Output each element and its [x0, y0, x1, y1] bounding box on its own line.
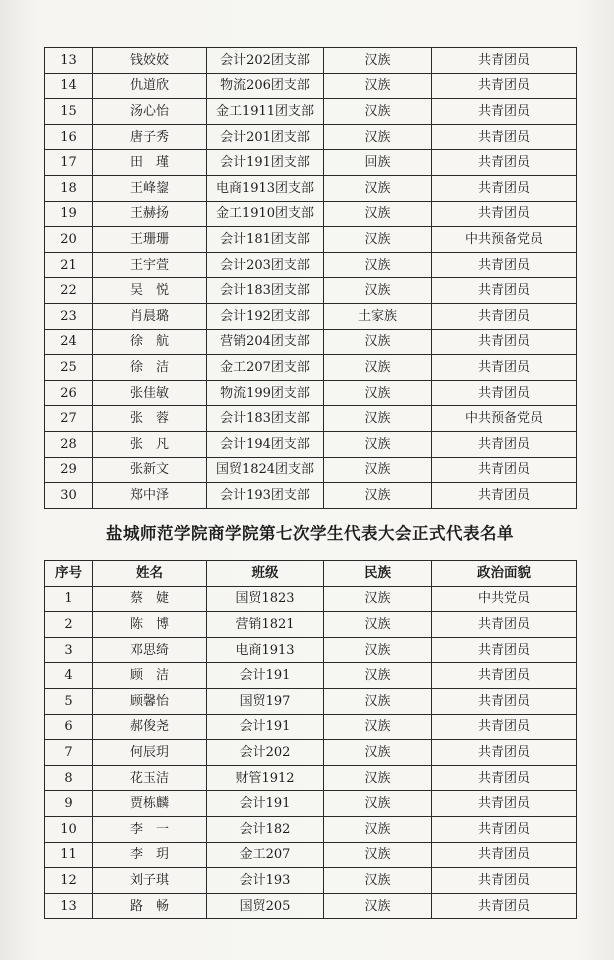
table-row [45, 714, 577, 740]
table-body [45, 586, 577, 919]
cell-index: 3 [45, 637, 93, 663]
cell-political-status: 共青团员 [432, 663, 577, 689]
table-row [45, 740, 577, 766]
cell-political-status: 共青团员 [432, 380, 577, 406]
cell-class: 国贸1824团支部 [207, 457, 324, 483]
table-row [45, 150, 577, 176]
cell-index: 21 [45, 252, 93, 278]
cell-political-status: 共青团员 [432, 150, 577, 176]
cell-name: 仇道欣 [93, 73, 207, 99]
cell-index: 18 [45, 175, 93, 201]
cell-index: 20 [45, 227, 93, 253]
cell-ethnicity: 汉族 [324, 406, 432, 432]
cell-political-status: 共青团员 [432, 637, 577, 663]
table-row [45, 406, 577, 432]
cell-ethnicity: 汉族 [324, 124, 432, 150]
cell-class: 国贸205 [207, 893, 324, 919]
cell-name: 李 玥 [93, 842, 207, 868]
cell-class: 金工1911团支部 [207, 99, 324, 125]
cell-political-status: 共青团员 [432, 201, 577, 227]
cell-index: 1 [45, 586, 93, 612]
cell-name: 吴 悦 [93, 278, 207, 304]
table-header [45, 561, 577, 587]
cell-political-status: 共青团员 [432, 73, 577, 99]
cell-name: 蔡 婕 [93, 586, 207, 612]
cell-ethnicity: 汉族 [324, 380, 432, 406]
cell-ethnicity: 汉族 [324, 201, 432, 227]
cell-index: 9 [45, 791, 93, 817]
cell-ethnicity: 汉族 [324, 73, 432, 99]
cell-class: 会计193 [207, 868, 324, 894]
cell-political-status: 共青团员 [432, 252, 577, 278]
cell-class: 会计193团支部 [207, 483, 324, 509]
cell-index: 15 [45, 99, 93, 125]
cell-name: 贾栋麟 [93, 791, 207, 817]
cell-class: 会计181团支部 [207, 227, 324, 253]
cell-index: 2 [45, 612, 93, 638]
table-row [45, 278, 577, 304]
cell-ethnicity: 回族 [324, 150, 432, 176]
cell-index: 8 [45, 765, 93, 791]
table-row [45, 329, 577, 355]
cell-ethnicity: 汉族 [324, 816, 432, 842]
cell-class: 会计191团支部 [207, 150, 324, 176]
cell-ethnicity: 汉族 [324, 227, 432, 253]
cell-ethnicity: 汉族 [324, 48, 432, 74]
cell-political-status: 共青团员 [432, 868, 577, 894]
cell-index: 24 [45, 329, 93, 355]
cell-name: 路 畅 [93, 893, 207, 919]
cell-index: 25 [45, 355, 93, 381]
cell-political-status: 共青团员 [432, 714, 577, 740]
cell-ethnicity: 汉族 [324, 791, 432, 817]
cell-political-status: 共青团员 [432, 355, 577, 381]
cell-political-status: 共青团员 [432, 124, 577, 150]
cell-class: 财管1912 [207, 765, 324, 791]
cell-ethnicity: 汉族 [324, 612, 432, 638]
cell-name: 肖晨璐 [93, 303, 207, 329]
cell-ethnicity: 汉族 [324, 175, 432, 201]
cell-ethnicity: 汉族 [324, 714, 432, 740]
cell-political-status: 共青团员 [432, 457, 577, 483]
table-row [45, 637, 577, 663]
cell-name: 王宇萱 [93, 252, 207, 278]
cell-class: 会计201团支部 [207, 124, 324, 150]
header-cell-political-status: 政治面貌 [432, 561, 577, 587]
cell-class: 国贸1823 [207, 586, 324, 612]
cell-index: 22 [45, 278, 93, 304]
cell-political-status: 共青团员 [432, 483, 577, 509]
cell-class: 营销1821 [207, 612, 324, 638]
cell-ethnicity: 汉族 [324, 355, 432, 381]
cell-ethnicity: 汉族 [324, 688, 432, 714]
table-row [45, 355, 577, 381]
cell-political-status: 共青团员 [432, 816, 577, 842]
cell-class: 会计192团支部 [207, 303, 324, 329]
cell-political-status: 共青团员 [432, 303, 577, 329]
cell-class: 会计191 [207, 791, 324, 817]
cell-index: 11 [45, 842, 93, 868]
cell-political-status: 共青团员 [432, 791, 577, 817]
table-row [45, 586, 577, 612]
cell-political-status: 中共预备党员 [432, 406, 577, 432]
cell-class: 国贸197 [207, 688, 324, 714]
cell-political-status: 共青团员 [432, 893, 577, 919]
table-row [45, 201, 577, 227]
table-body [45, 48, 577, 509]
cell-class: 会计182 [207, 816, 324, 842]
cell-class: 会计202团支部 [207, 48, 324, 74]
cell-political-status: 共青团员 [432, 842, 577, 868]
table-row [45, 663, 577, 689]
cell-political-status: 共青团员 [432, 329, 577, 355]
list-title: 盐城师范学院商学院第七次学生代表大会正式代表名单 [106, 524, 514, 543]
cell-name: 张新文 [93, 457, 207, 483]
cell-class: 物流199团支部 [207, 380, 324, 406]
cell-name: 刘子琪 [93, 868, 207, 894]
cell-class: 金工207团支部 [207, 355, 324, 381]
table-row [45, 252, 577, 278]
cell-index: 27 [45, 406, 93, 432]
table-row [45, 457, 577, 483]
cell-ethnicity: 汉族 [324, 842, 432, 868]
cell-political-status: 共青团员 [432, 99, 577, 125]
cell-name: 钱姣姣 [93, 48, 207, 74]
cell-index: 13 [45, 48, 93, 74]
cell-ethnicity: 汉族 [324, 740, 432, 766]
table-row [45, 483, 577, 509]
cell-class: 金工207 [207, 842, 324, 868]
cell-name: 邓思绮 [93, 637, 207, 663]
cell-class: 电商1913 [207, 637, 324, 663]
cell-class: 会计191 [207, 714, 324, 740]
cell-class: 电商1913团支部 [207, 175, 324, 201]
cell-ethnicity: 汉族 [324, 868, 432, 894]
cell-name: 王峰鋆 [93, 175, 207, 201]
cell-political-status: 中共预备党员 [432, 227, 577, 253]
cell-name: 何辰玥 [93, 740, 207, 766]
cell-class: 物流206团支部 [207, 73, 324, 99]
cell-name: 顾馨怡 [93, 688, 207, 714]
cell-name: 李 一 [93, 816, 207, 842]
table-row [45, 175, 577, 201]
cell-political-status: 共青团员 [432, 175, 577, 201]
cell-index: 13 [45, 893, 93, 919]
cell-political-status: 中共党员 [432, 586, 577, 612]
cell-name: 张 凡 [93, 431, 207, 457]
cell-political-status: 共青团员 [432, 48, 577, 74]
cell-name: 汤心怡 [93, 99, 207, 125]
cell-name: 徐 航 [93, 329, 207, 355]
header-cell-index: 序号 [45, 561, 93, 587]
header-cell-ethnicity: 民族 [324, 561, 432, 587]
cell-ethnicity: 汉族 [324, 483, 432, 509]
cell-index: 29 [45, 457, 93, 483]
cell-name: 郑中泽 [93, 483, 207, 509]
cell-index: 28 [45, 431, 93, 457]
representative-table [44, 560, 577, 919]
table-row [45, 303, 577, 329]
cell-name: 郝俊尧 [93, 714, 207, 740]
cell-index: 10 [45, 816, 93, 842]
representative-table-continued [44, 47, 577, 509]
table-row [45, 73, 577, 99]
table-row [45, 791, 577, 817]
cell-class: 会计183团支部 [207, 278, 324, 304]
cell-name: 张佳敏 [93, 380, 207, 406]
table-row [45, 227, 577, 253]
cell-ethnicity: 汉族 [324, 99, 432, 125]
cell-name: 徐 洁 [93, 355, 207, 381]
cell-class: 会计191 [207, 663, 324, 689]
cell-index: 26 [45, 380, 93, 406]
table-row [45, 612, 577, 638]
table-row [45, 124, 577, 150]
cell-name: 唐子秀 [93, 124, 207, 150]
cell-ethnicity: 汉族 [324, 252, 432, 278]
cell-index: 16 [45, 124, 93, 150]
cell-index: 23 [45, 303, 93, 329]
cell-ethnicity: 汉族 [324, 278, 432, 304]
table-row [45, 893, 577, 919]
cell-name: 王赫扬 [93, 201, 207, 227]
cell-class: 营销204团支部 [207, 329, 324, 355]
cell-index: 17 [45, 150, 93, 176]
cell-index: 30 [45, 483, 93, 509]
cell-ethnicity: 汉族 [324, 329, 432, 355]
cell-ethnicity: 汉族 [324, 663, 432, 689]
cell-class: 会计183团支部 [207, 406, 324, 432]
cell-political-status: 共青团员 [432, 765, 577, 791]
header-row [45, 561, 577, 587]
cell-political-status: 共青团员 [432, 431, 577, 457]
cell-index: 7 [45, 740, 93, 766]
cell-ethnicity: 土家族 [324, 303, 432, 329]
cell-class: 会计202 [207, 740, 324, 766]
cell-political-status: 共青团员 [432, 612, 577, 638]
cell-index: 4 [45, 663, 93, 689]
cell-name: 顾 洁 [93, 663, 207, 689]
cell-political-status: 共青团员 [432, 740, 577, 766]
table-row [45, 688, 577, 714]
cell-ethnicity: 汉族 [324, 637, 432, 663]
cell-ethnicity: 汉族 [324, 457, 432, 483]
cell-name: 花玉洁 [93, 765, 207, 791]
cell-ethnicity: 汉族 [324, 586, 432, 612]
cell-index: 6 [45, 714, 93, 740]
table-row [45, 868, 577, 894]
cell-political-status: 共青团员 [432, 278, 577, 304]
cell-name: 陈 博 [93, 612, 207, 638]
cell-ethnicity: 汉族 [324, 893, 432, 919]
cell-class: 会计194团支部 [207, 431, 324, 457]
cell-class: 金工1910团支部 [207, 201, 324, 227]
cell-ethnicity: 汉族 [324, 765, 432, 791]
header-cell-name: 姓名 [93, 561, 207, 587]
table-row [45, 816, 577, 842]
table-row [45, 99, 577, 125]
table-row [45, 380, 577, 406]
cell-name: 王珊珊 [93, 227, 207, 253]
cell-political-status: 共青团员 [432, 688, 577, 714]
cell-index: 19 [45, 201, 93, 227]
cell-index: 14 [45, 73, 93, 99]
table-row [45, 765, 577, 791]
table-row [45, 431, 577, 457]
cell-class: 会计203团支部 [207, 252, 324, 278]
table-row [45, 842, 577, 868]
table-row [45, 48, 577, 74]
header-cell-class: 班级 [207, 561, 324, 587]
cell-index: 5 [45, 688, 93, 714]
cell-index: 12 [45, 868, 93, 894]
cell-name: 张 蓉 [93, 406, 207, 432]
cell-ethnicity: 汉族 [324, 431, 432, 457]
cell-name: 田 瑾 [93, 150, 207, 176]
